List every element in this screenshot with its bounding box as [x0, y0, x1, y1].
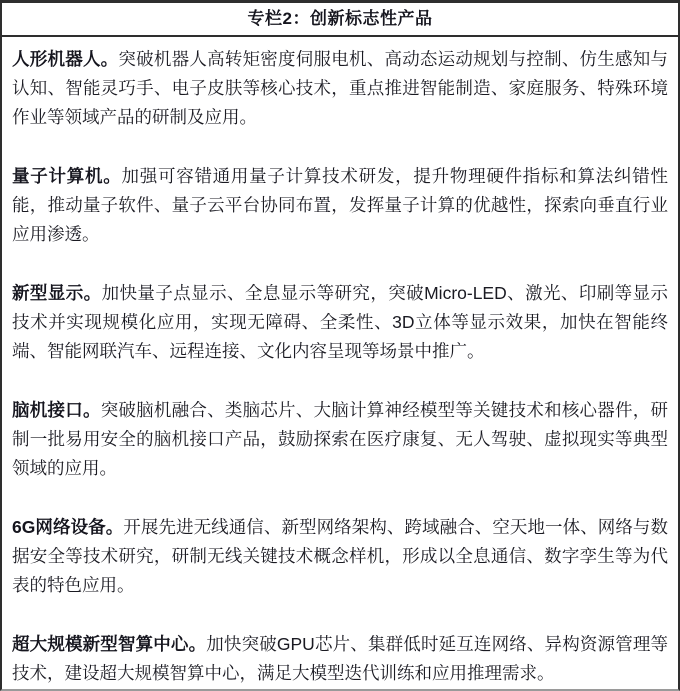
term-label: 脑机接口。	[12, 400, 101, 420]
term-label: 超大规模新型智算中心。	[12, 634, 207, 654]
paragraph-text: 开展先进无线通信、新型网络架构、跨域融合、空天地一体、网络与数据安全等技术研究，研制无线关键技术概念样机，形成以全息通信、数字孪生等为代表的特色应用。	[12, 517, 668, 595]
term-label: 新型显示。	[12, 283, 102, 303]
paragraph-text: 加强可容错通用量子计算技术研发，提升物理硬件指标和算法纠错性能，推动量子软件、量子云平台协同布置，发挥量子计算的优越性，探索向垂直行业应用渗透。	[12, 166, 669, 244]
paragraph-brain-computer-interface	[12, 396, 668, 483]
paragraph-text: 突破脑机融合、类脑芯片、大脑计算神经模型等关键技术和核心器件，研制一批易用安全的脑机接口产品，鼓励探索在医疗康复、无人驾驶、虚拟现实等典型领域的应用。	[12, 400, 669, 478]
paragraph-text: 突破机器人高转矩密度伺服电机、高动态运动规划与控制、仿生感知与认知、智能灵巧手、电子皮肤等核心技术，重点推进智能制造、家庭服务、特殊环境作业等领域产品的研制及应用。	[12, 49, 669, 127]
term-label: 6G网络设备。	[12, 517, 124, 537]
paragraph-new-display	[12, 279, 668, 366]
paragraph-quantum-computer	[12, 162, 668, 249]
term-label: 量子计算机。	[12, 166, 122, 186]
paragraph-humanoid-robot	[12, 45, 668, 132]
paragraph-hyperscale-ai-computing-center	[12, 630, 668, 688]
term-label: 人形机器人。	[12, 49, 119, 69]
paragraph-6g-network-equipment	[12, 513, 668, 600]
column-body	[2, 37, 678, 690]
paragraph-text: 加快量子点显示、全息显示等研究，突破Micro-LED、激光、印刷等显示技术并实现规模化应用，实现无障碍、全柔性、3D立体等显示效果，加快在智能终端、智能网联汽车、远程连接、文化内容呈现等场景中推广。	[12, 283, 668, 361]
column-title: 专栏2：创新标志性产品	[2, 3, 678, 37]
paragraph-text: 加快突破GPU芯片、集群低时延互连网络、异构资源管理等技术，建设超大规模智算中心，满足大模型迭代训练和应用推理需求。	[12, 634, 669, 683]
